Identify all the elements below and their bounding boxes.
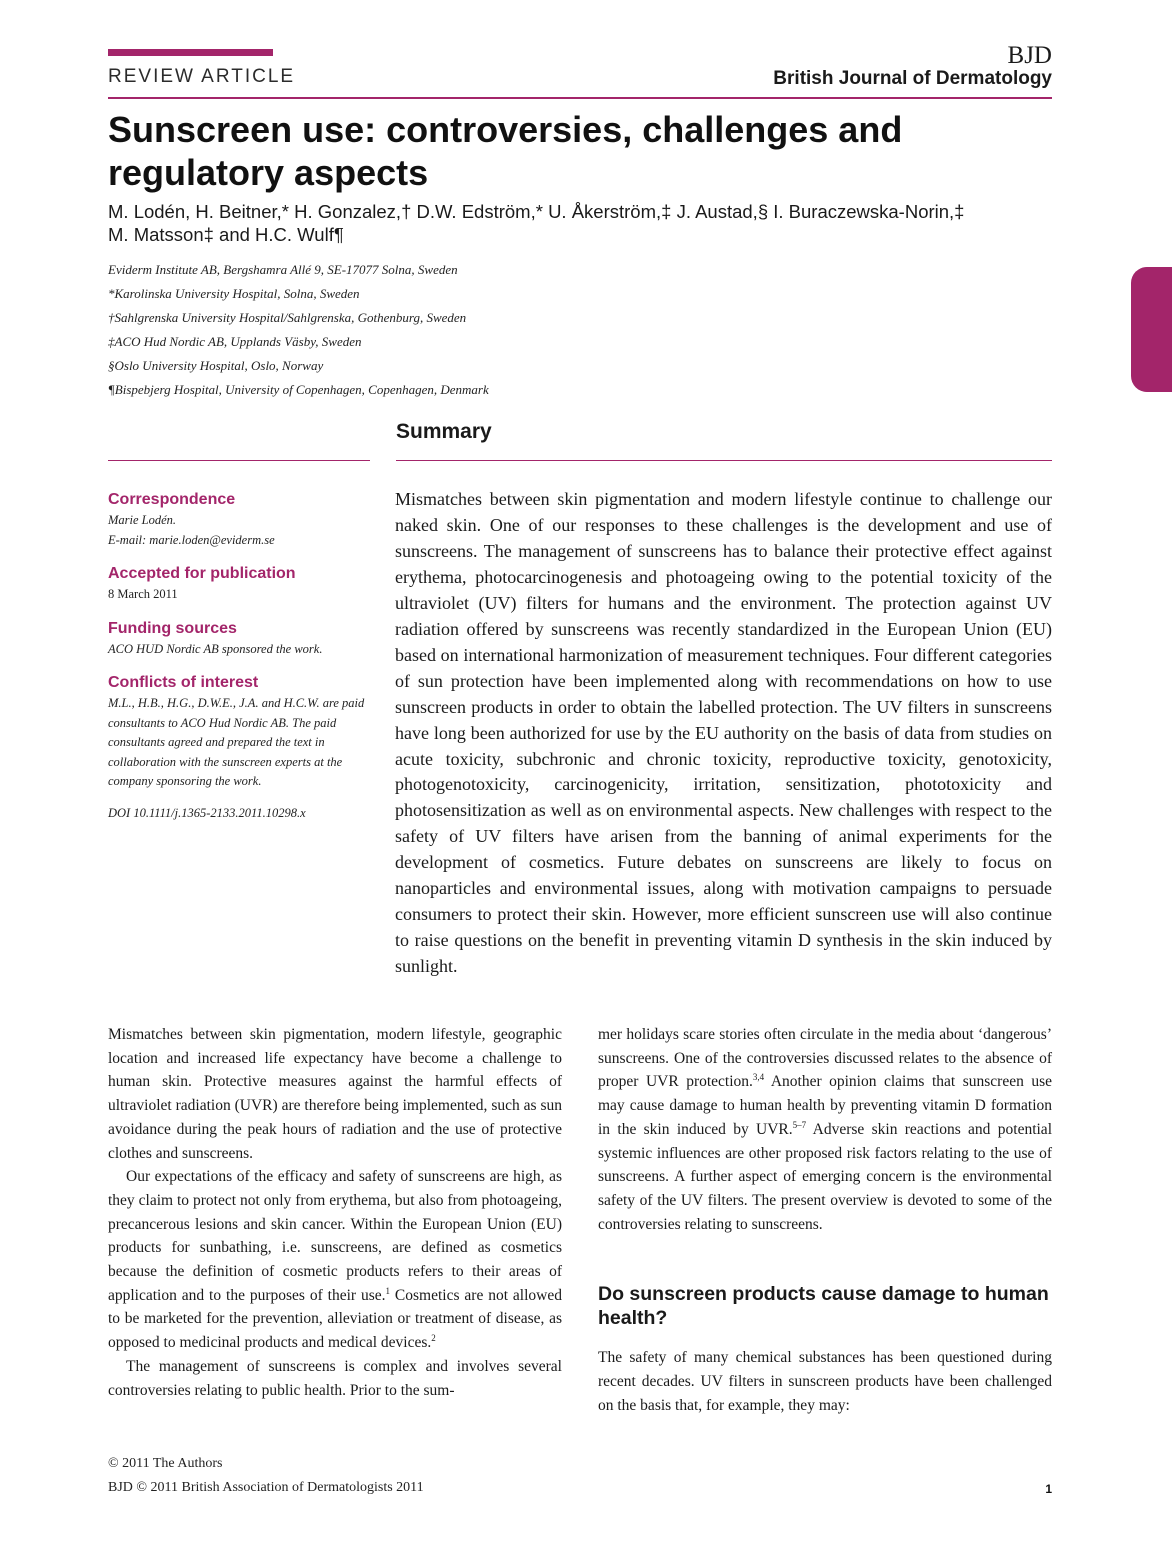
correspondence-email[interactable]: E-mail: marie.loden@eviderm.se xyxy=(108,532,275,547)
correspondence-block xyxy=(108,489,376,550)
page-number: 1 xyxy=(1045,1482,1052,1496)
affiliation: †Sahlgrenska University Hospital/Sahlgrenska, Gothenburg, Sweden xyxy=(108,310,467,325)
header-rule xyxy=(108,97,1052,99)
reference-superscript[interactable]: 3,4 xyxy=(752,1072,765,1083)
funding-label: Funding sources xyxy=(108,619,237,637)
journal-abbreviation: BJD xyxy=(1007,42,1052,69)
body-paragraph: The safety of many chemical substances has been questioned during recent decades. UV filters in sunscreen products have been challenged on the basis that, for example, they may: xyxy=(598,1349,1052,1414)
accepted-label: Accepted for publication xyxy=(108,565,296,582)
section-side-tab xyxy=(1131,267,1172,392)
section-heading: Do sunscreen products cause damage to human health? xyxy=(598,1283,1049,1330)
body-paragraph: Mismatches between skin pigmentation, modern lifestyle, geographic location and increased life expectancy have become a challenge to human skin. Protective measures against the harmful effects of ultraviolet radiation (UVR) are therefore being implemented, such as sun avoidance during the peak hours of radiation and the use of protective clothes and sunscreens. xyxy=(108,1026,562,1162)
affiliation: ¶Bispebjerg Hospital, University of Copenhagen, Copenhagen, Denmark xyxy=(108,382,489,397)
correspondence-name: Marie Lodén. xyxy=(108,513,177,527)
affiliation: ‡ACO Hud Nordic AB, Upplands Väsby, Sweden xyxy=(108,334,362,349)
article-info-sidebar xyxy=(108,489,376,821)
author-line: M. Lodén, H. Beitner,* H. Gonzalez,† D.W. Edström,* U. Åkerström,‡ J. Austad,§ I. Buraczewska-Norin,‡ xyxy=(108,201,965,222)
body-column-left xyxy=(108,1023,562,1402)
affiliation: §Oslo University Hospital, Oslo, Norway xyxy=(108,358,324,373)
affiliation-list xyxy=(108,258,708,402)
body-text: Our expectations of the efficacy and safety of sunscreens are high, as they claim to protect not only from erythema, but also from photoageing, precancerous lesions and skin cancer. Within the European Union (EU) products for sunbathing, i.e. sunscreens, are defined as cosmetics because the definition of cosmetic products refers to their areas of application and to the purposes of their use. xyxy=(108,1168,562,1304)
conflicts-label: Conflicts of interest xyxy=(108,674,259,691)
summary-heading: Summary xyxy=(396,420,492,443)
funding-text: ACO HUD Nordic AB sponsored the work. xyxy=(108,641,323,656)
author-list xyxy=(108,200,1052,246)
body-text: Cosmetics are not allowed to be marketed for the prevention, alleviation or treatment of disease, as opposed to medicinal products and medical devices. xyxy=(108,1286,562,1352)
doi[interactable]: DOI 10.1111/j.1365-2133.2011.10298.x xyxy=(108,805,306,820)
affiliation: *Karolinska University Hospital, Solna, Sweden xyxy=(108,286,360,301)
summary-rule xyxy=(396,460,1052,461)
accepted-block xyxy=(108,563,376,605)
reference-superscript[interactable]: 1 xyxy=(385,1285,391,1296)
article-title: Sunscreen use: controversies, challenges and regulatory aspects xyxy=(108,109,903,193)
accepted-date: 8 March 2011 xyxy=(108,587,178,601)
body-text: mer holidays scare stories often circulate in the media about ‘dangerous’ sunscreens. One of the controversies discussed relates to the absence of proper UVR protection. xyxy=(598,1026,1052,1091)
conflicts-text: M.L., H.B., H.G., D.W.E., J.A. and H.C.W. are paid consultants to ACO Hud Nordic AB. The paid consultants agreed and prepared the text in collaboration with the sunscreen experts at the company sponsoring the work. xyxy=(108,696,365,788)
correspondence-label: Correspondence xyxy=(108,491,236,508)
footer-publisher-line: BJD © 2011 British Association of Dermatologists 2011 xyxy=(108,1480,424,1495)
article-type-label: REVIEW ARTICLE xyxy=(108,66,296,87)
body-paragraph xyxy=(598,1023,1052,1236)
reference-superscript[interactable]: 5–7 xyxy=(792,1119,807,1130)
conflicts-block xyxy=(108,672,376,792)
funding-block xyxy=(108,618,376,660)
footer-copyright: © 2011 The Authors xyxy=(108,1456,223,1471)
sidebar-rule xyxy=(108,460,370,461)
journal-name: British Journal of Dermatology xyxy=(773,68,1052,89)
body-text: Another opinion claims that sunscreen use may cause damage to human health by preventing vitamin D formation in the skin induced by UVR. xyxy=(598,1073,1052,1138)
body-paragraph: The management of sunscreens is complex and involves several controversies relating to public health. Prior to the sum- xyxy=(108,1357,562,1399)
header-accent-bar xyxy=(108,49,273,56)
reference-superscript[interactable]: 2 xyxy=(431,1332,436,1343)
affiliation: Eviderm Institute AB, Bergshamra Allé 9, SE-17077 Solna, Sweden xyxy=(108,262,458,277)
abstract-text: Mismatches between skin pigmentation and modern lifestyle continue to challenge our naked skin. One of our responses to these challenges is the development and use of sunscreens. The management of sunscreens has to balance their protective effect against erythema, photocarcinogenesis and photoageing owing to the potential toxicity of the ultraviolet (UV) filters for humans and the environment. The protection against UV radiation offered by sunscreens was recently standardized in the European Union (EU) based on international harmonization of measurement techniques. Four different categories of sun protection have been implemented along with recommendations on how to use sunscreen products in order to obtain the labelled protection. The UV filters in sunscreens have long been authorized for use by the EU authority on the basis of data from studies on acute toxicity, subchronic and chronic toxicity, reproductive toxicity, genotoxicity, photogenotoxicity, carcinogenicity, irritation, sensitization, phototoxicity and photosensitization as well as on environmental aspects. New challenges with respect to the safety of UV filters have arisen from the banning of animal experiments for the development of cosmetics. Future debates on sunscreens are likely to focus on nanoparticles and environmental issues, along with motivation campaigns to persuade consumers to protect their skin. However, more efficient sunscreen use will also continue to raise questions on the benefit in preventing vitamin D synthesis in the skin induced by sunlight. xyxy=(395,489,1052,977)
body-column-right xyxy=(598,1023,1052,1417)
body-paragraph xyxy=(108,1165,562,1355)
author-line: M. Matsson‡ and H.C. Wulf¶ xyxy=(108,224,344,245)
body-text: Adverse skin reactions and potential systemic influences are other proposed risk factors relating to the use of sunscreens. A further aspect of emerging concern is the environmental safety of the UV filters. The present overview is devoted to some of the controversies relating to sunscreens. xyxy=(598,1120,1052,1233)
